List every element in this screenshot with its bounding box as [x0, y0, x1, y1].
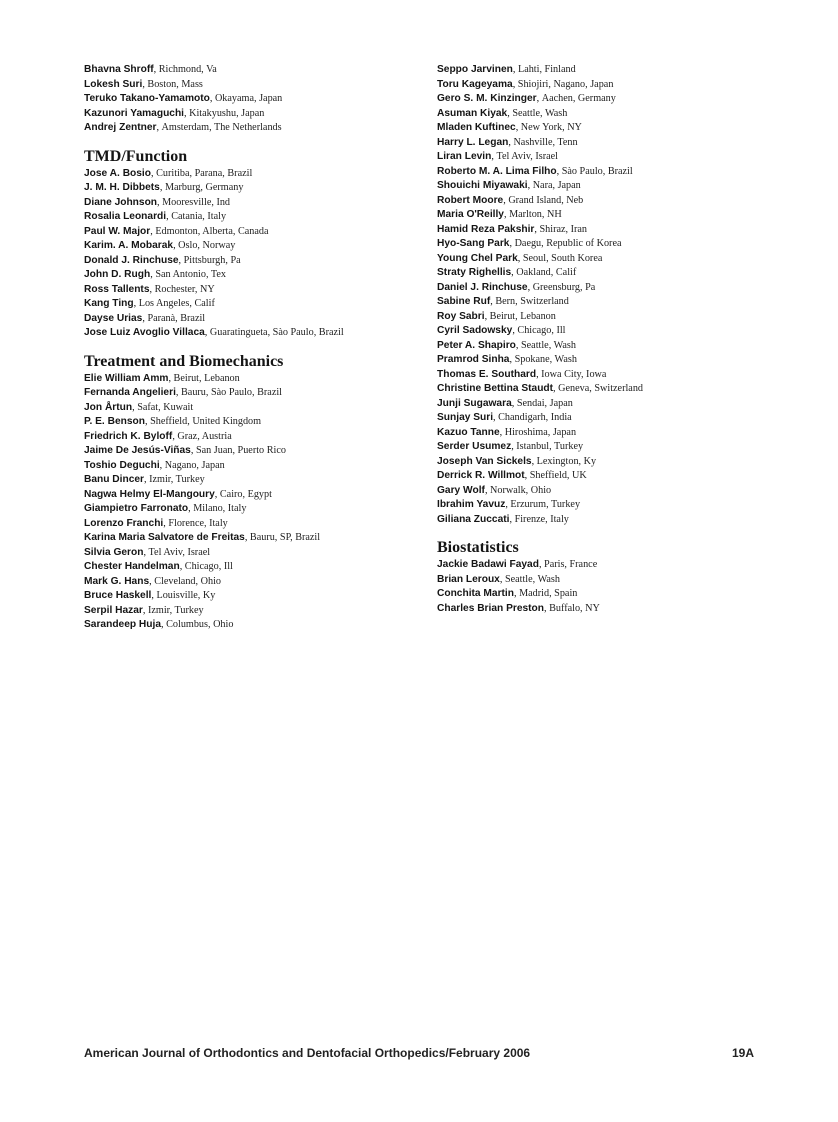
reviewer-location: San Antonio, Tex	[155, 269, 227, 280]
reviewer-name: Giliana Zuccati	[437, 513, 510, 525]
reviewer-name: Joseph Van Sickels	[437, 455, 532, 467]
reviewer-location: Catania, Italy	[171, 211, 227, 222]
reviewer-location: Shiraz, Iran	[539, 223, 588, 235]
reviewer-location: Izmir, Turkey	[147, 604, 204, 616]
reviewer-entry: Mark G. Hans, Cleveland, Ohio	[84, 575, 221, 587]
reviewer-entry: Cyril Sadowsky, Chicago, Ill	[437, 325, 566, 336]
reviewer-entry: Liran Levin, Tel Aviv, Israel	[437, 151, 558, 162]
reviewer-name: Jon Årtun	[84, 401, 133, 413]
reviewer-entry: Diane Johnson, Mooresville, Ind	[84, 196, 231, 208]
reviewer-name: Elie William Amm	[84, 372, 169, 384]
reviewer-entry: Dayse Urias, Paranà, Brazil	[84, 312, 206, 324]
reviewer-name: Harry L. Legan	[437, 136, 509, 148]
reviewer-entry: Bruce Haskell, Louisville, Ky	[84, 590, 216, 601]
reviewer-entry: Jaime De Jesús-Viñas, San Juan, Puerto Rico	[84, 445, 286, 456]
reviewer-name: Brian Leroux	[437, 573, 500, 585]
reviewer-name: Serpil Hazar	[84, 604, 143, 616]
reviewer-name: Sabine Ruf	[437, 296, 491, 307]
reviewer-location: Florence, Italy	[168, 517, 228, 529]
reviewer-name: Daniel J. Rinchuse	[437, 281, 528, 293]
reviewer-name: Shouichi Miyawaki	[437, 180, 528, 191]
reviewer-location: Sendai, Japan	[516, 397, 573, 409]
reviewer-name: Roberto M. A. Lima Filho	[437, 165, 557, 177]
reviewer-location: Bauru, SP, Brazil	[249, 532, 321, 543]
reviewer-name: Gary Wolf	[437, 484, 485, 496]
reviewer-location: Louisville, Ky	[156, 590, 216, 601]
reviewer-name: Jaime De Jesús-Viñas	[84, 445, 191, 456]
reviewer-entry: Andrej Zentner, Amsterdam, The Netherlands	[84, 122, 282, 133]
reviewer-entry: Joseph Van Sickels, Lexington, Ky	[437, 455, 597, 467]
reviewer-entry: Lorenzo Franchi, Florence, Italy	[84, 517, 228, 529]
reviewer-name: Conchita Martin	[437, 588, 514, 599]
reviewer-entry: Seppo Jarvinen, Lahti, Finland	[437, 64, 576, 75]
reviewer-name: Teruko Takano-Yamamoto	[84, 93, 210, 104]
reviewer-location: Sheffield, United Kingdom	[150, 416, 262, 427]
section-heading: Biostatistics	[437, 539, 519, 556]
reviewer-location: Seoul, South Korea	[522, 252, 603, 264]
reviewer-entry: Giliana Zuccati, Firenze, Italy	[437, 513, 569, 525]
reviewer-entry: Jon Årtun, Safat, Kuwait	[84, 401, 194, 413]
reviewer-location: Izmir, Turkey	[149, 474, 205, 485]
reviewer-entry: Young Chel Park, Seoul, South Korea	[437, 252, 603, 264]
reviewer-name: Chester Handelman	[84, 561, 180, 572]
reviewer-name: Serder Usumez	[437, 441, 512, 452]
reviewer-name: J. M. H. Dibbets	[84, 182, 160, 193]
reviewer-entry: Robert Moore, Grand Island, Neb	[437, 194, 584, 206]
reviewer-name: Seppo Jarvinen	[437, 64, 513, 75]
reviewer-name: Ross Tallents	[84, 283, 150, 295]
reviewer-location: Sheffield, UK	[529, 470, 587, 481]
reviewer-name: John D. Rugh	[84, 269, 151, 280]
reviewer-name: Young Chel Park	[437, 252, 518, 264]
reviewer-column-left	[84, 63, 424, 633]
reviewer-entry: Gero S. M. Kinzinger, Aachen, Germany	[437, 93, 616, 104]
reviewer-location: Tel Aviv, Israel	[148, 546, 211, 558]
reviewer-location: Seattle, Wash	[512, 107, 568, 119]
reviewer-location: Paranà, Brazil	[147, 312, 206, 324]
reviewer-entry: Toshio Deguchi, Nagano, Japan	[84, 459, 225, 471]
reviewer-entry: J. M. H. Dibbets, Marburg, Germany	[84, 182, 244, 193]
section-heading: TMD/Function	[84, 147, 188, 165]
reviewer-location: Nagano, Japan	[164, 459, 225, 471]
reviewer-name: Kazunori Yamaguchi	[84, 107, 185, 119]
reviewer-name: Jose A. Bosio	[84, 167, 151, 179]
reviewer-location: Pittsburgh, Pa	[183, 254, 241, 266]
reviewer-entry: Jackie Badawi Fayad, Paris, France	[437, 559, 598, 570]
reviewer-entry: P. E. Benson, Sheffield, United Kingdom	[84, 416, 262, 427]
reviewer-name: Lokesh Suri	[84, 78, 143, 90]
reviewer-location: Firenze, Italy	[514, 513, 569, 525]
reviewer-location: Kitakyushu, Japan	[189, 107, 265, 119]
reviewer-entry: Donald J. Rinchuse, Pittsburgh, Pa	[84, 254, 241, 266]
reviewer-location: Richmond, Va	[158, 64, 217, 75]
reviewer-entry: Jose Luiz Avoglio Villaca, Guaratingueta, Sào Paulo, Brazil	[84, 327, 344, 338]
reviewer-location: Lexington, Ky	[536, 455, 597, 467]
reviewer-location: Milano, Italy	[193, 503, 247, 514]
reviewer-entry: Maria O'Reilly, Marlton, NH	[437, 209, 562, 220]
reviewer-entry: Karina Maria Salvatore de Freitas, Bauru, SP, Brazil	[84, 532, 321, 543]
reviewer-location: Nara, Japan	[532, 180, 581, 191]
reviewer-name: Mark G. Hans	[84, 575, 150, 587]
reviewer-entry: Silvia Geron, Tel Aviv, Israel	[84, 546, 211, 558]
reviewer-location: Geneva, Switzerland	[558, 383, 644, 394]
reviewer-location: Edmonton, Alberta, Canada	[155, 225, 269, 237]
reviewer-entry: Elie William Amm, Beirut, Lebanon	[84, 372, 240, 384]
reviewer-location: Sào Paulo, Brazil	[561, 165, 633, 177]
reviewer-entry: Mladen Kuftinec, New York, NY	[437, 122, 582, 133]
reviewer-location: Seattle, Wash	[520, 339, 576, 351]
reviewer-name: Liran Levin	[437, 151, 492, 162]
reviewer-location: Boston, Mass	[147, 78, 203, 90]
reviewer-entry: Hyo-Sang Park, Daegu, Republic of Korea	[437, 238, 622, 249]
reviewer-entry: Lokesh Suri, Boston, Mass	[84, 78, 203, 90]
reviewer-location: New York, NY	[520, 122, 582, 133]
reviewer-location: Buffalo, NY	[549, 602, 600, 614]
reviewer-location: Chandigarh, India	[498, 412, 572, 423]
reviewer-name: Nagwa Helmy El-Mangoury	[84, 488, 215, 500]
reviewer-entry: Ibrahim Yavuz, Erzurum, Turkey	[437, 499, 581, 510]
reviewer-entry: Charles Brian Preston, Buffalo, NY	[437, 602, 600, 614]
reviewer-name: Mladen Kuftinec	[437, 122, 516, 133]
reviewer-name: Fernanda Angelieri	[84, 387, 176, 398]
reviewer-name: Banu Dincer	[84, 474, 145, 485]
reviewer-location: Marlton, NH	[509, 209, 562, 220]
reviewer-name: Cyril Sadowsky	[437, 325, 513, 336]
reviewer-location: Seattle, Wash	[504, 573, 560, 585]
reviewer-name: Ibrahim Yavuz	[437, 499, 506, 510]
reviewer-location: Paris, France	[544, 559, 598, 570]
reviewer-name: Asuman Kiyak	[437, 107, 508, 119]
reviewer-location: Madrid, Spain	[519, 588, 578, 599]
reviewer-entry: Derrick R. Willmot, Sheffield, UK	[437, 470, 587, 481]
reviewer-location: Hiroshima, Japan	[504, 426, 577, 438]
reviewer-location: Lahti, Finland	[517, 64, 576, 75]
reviewer-name: Junji Sugawara	[437, 397, 512, 409]
reviewer-name: Gero S. M. Kinzinger	[437, 93, 537, 104]
reviewer-entry: Serder Usumez, Istanbul, Turkey	[437, 441, 584, 452]
reviewer-entry: Friedrich K. Byloff, Graz, Austria	[84, 430, 232, 442]
reviewer-entry: Hamid Reza Pakshir, Shiraz, Iran	[437, 223, 588, 235]
reviewer-entry: Kang Ting, Los Angeles, Calif	[84, 298, 215, 309]
reviewer-entry: Kazunori Yamaguchi, Kitakyushu, Japan	[84, 107, 265, 119]
reviewer-entry: Gary Wolf, Norwalk, Ohio	[437, 484, 552, 496]
reviewer-location: Oslo, Norway	[178, 240, 236, 251]
reviewer-name: Silvia Geron	[84, 546, 144, 558]
reviewer-name: Kazuo Tanne	[437, 426, 500, 438]
reviewer-entry: Harry L. Legan, Nashville, Tenn	[437, 136, 578, 148]
reviewer-name: Bruce Haskell	[84, 590, 152, 601]
reviewer-location: Chicago, Ill	[184, 561, 233, 572]
reviewer-entry: Daniel J. Rinchuse, Greensburg, Pa	[437, 281, 596, 293]
reviewer-entry: Serpil Hazar, Izmir, Turkey	[84, 604, 204, 616]
reviewer-location: Erzurum, Turkey	[510, 499, 581, 510]
reviewer-entry: Giampietro Farronato, Milano, Italy	[84, 503, 247, 514]
page-number: 19A	[731, 1046, 754, 1060]
reviewer-location: Spokane, Wash	[514, 354, 577, 365]
reviewer-location: Curitiba, Parana, Brazil	[156, 167, 253, 179]
reviewer-location: Marburg, Germany	[164, 182, 244, 193]
reviewer-column-right	[437, 63, 767, 616]
reviewer-entry: Rosalia Leonardi, Catania, Italy	[84, 211, 227, 222]
reviewer-entry: Roy Sabri, Beirut, Lebanon	[437, 310, 556, 322]
reviewer-entry: Karim. A. Mobarak, Oslo, Norway	[84, 240, 236, 251]
reviewer-entry: Ross Tallents, Rochester, NY	[84, 283, 215, 295]
reviewer-location: Chicago, Ill	[517, 325, 566, 336]
reviewer-location: Aachen, Germany	[541, 93, 616, 104]
reviewer-location: Iowa City, Iowa	[541, 368, 607, 380]
reviewer-location: Bern, Switzerland	[495, 296, 569, 307]
reviewer-name: Friedrich K. Byloff	[84, 430, 173, 442]
reviewer-entry: John D. Rugh, San Antonio, Tex	[84, 269, 227, 280]
reviewer-name: Thomas E. Southard	[437, 368, 537, 380]
reviewer-location: Mooresville, Ind	[162, 196, 231, 208]
reviewer-name: Rosalia Leonardi	[84, 211, 167, 222]
reviewer-location: Graz, Austria	[177, 430, 232, 442]
reviewer-entry: Pramrod Sinha, Spokane, Wash	[437, 354, 577, 365]
reviewer-entry: Christine Bettina Staudt, Geneva, Switzerland	[437, 383, 644, 394]
reviewer-entry: Junji Sugawara, Sendai, Japan	[437, 397, 573, 409]
reviewer-entry: Straty Righellis, Oakland, Calif	[437, 267, 577, 278]
reviewer-entry: Banu Dincer, Izmir, Turkey	[84, 474, 205, 485]
reviewer-entry: Nagwa Helmy El-Mangoury, Cairo, Egypt	[84, 488, 272, 500]
reviewer-location: Nashville, Tenn	[513, 136, 578, 148]
reviewer-location: Bauru, Sào Paulo, Brazil	[181, 387, 283, 398]
reviewer-entry: Shouichi Miyawaki, Nara, Japan	[437, 180, 581, 191]
reviewer-entry: Asuman Kiyak, Seattle, Wash	[437, 107, 568, 119]
reviewer-entry: Roberto M. A. Lima Filho, Sào Paulo, Brazil	[437, 165, 633, 177]
reviewer-location: Guaratingueta, Sào Paulo, Brazil	[209, 327, 344, 338]
reviewer-name: Paul W. Major	[84, 225, 151, 237]
reviewer-name: Jackie Badawi Fayad	[437, 559, 539, 570]
reviewer-name: Toru Kageyama	[437, 78, 513, 90]
reviewer-name: Maria O'Reilly	[437, 209, 504, 220]
reviewer-location: Norwalk, Ohio	[490, 484, 552, 496]
reviewer-location: Cairo, Egypt	[219, 488, 272, 500]
reviewer-name: Hyo-Sang Park	[437, 238, 510, 249]
reviewer-entry: Fernanda Angelieri, Bauru, Sào Paulo, Brazil	[84, 387, 283, 398]
reviewer-name: Karim. A. Mobarak	[84, 240, 174, 251]
reviewer-entry: Sunjay Suri, Chandigarh, India	[437, 412, 572, 423]
reviewer-name: Straty Righellis	[437, 267, 512, 278]
reviewer-location: Safat, Kuwait	[137, 401, 194, 413]
reviewer-location: Beirut, Lebanon	[489, 310, 556, 322]
reviewer-name: Donald J. Rinchuse	[84, 254, 179, 266]
reviewer-name: Roy Sabri	[437, 310, 485, 322]
reviewer-name: Charles Brian Preston	[437, 602, 545, 614]
reviewer-entry: Jose A. Bosio, Curitiba, Parana, Brazil	[84, 167, 253, 179]
reviewer-location: Tel Aviv, Israel	[496, 151, 558, 162]
reviewer-entry: Kazuo Tanne, Hiroshima, Japan	[437, 426, 577, 438]
reviewer-name: Diane Johnson	[84, 196, 158, 208]
reviewer-name: Jose Luiz Avoglio Villaca	[84, 327, 205, 338]
reviewer-location: Shiojiri, Nagano, Japan	[517, 78, 614, 90]
reviewer-name: Giampietro Farronato	[84, 503, 189, 514]
reviewer-entry: Paul W. Major, Edmonton, Alberta, Canada	[84, 225, 269, 237]
reviewer-name: Robert Moore	[437, 194, 504, 206]
reviewer-location: San Juan, Puerto Rico	[195, 445, 286, 456]
reviewer-name: Karina Maria Salvatore de Freitas	[84, 532, 245, 543]
reviewer-entry: Brian Leroux, Seattle, Wash	[437, 573, 560, 585]
reviewer-location: Los Angeles, Calif	[138, 298, 215, 309]
reviewer-name: Kang Ting	[84, 298, 134, 309]
reviewer-entry: Thomas E. Southard, Iowa City, Iowa	[437, 368, 607, 380]
reviewer-location: Istanbul, Turkey	[516, 441, 584, 452]
reviewer-entry: Chester Handelman, Chicago, Ill	[84, 561, 233, 572]
reviewer-name: Christine Bettina Staudt	[437, 383, 554, 394]
reviewer-location: Greensburg, Pa	[532, 281, 596, 293]
reviewer-name: Toshio Deguchi	[84, 459, 160, 471]
reviewer-entry: Conchita Martin, Madrid, Spain	[437, 588, 578, 599]
reviewer-entry: Bhavna Shroff, Richmond, Va	[84, 64, 217, 75]
reviewer-entry: Teruko Takano-Yamamoto, Okayama, Japan	[84, 93, 283, 104]
reviewer-entry: Sarandeep Huja, Columbus, Ohio	[84, 619, 234, 630]
reviewer-location: Daegu, Republic of Korea	[514, 238, 622, 249]
reviewer-location: Cleveland, Ohio	[154, 575, 221, 587]
reviewer-name: Bhavna Shroff	[84, 64, 154, 75]
reviewer-location: Columbus, Ohio	[166, 619, 234, 630]
reviewer-entry: Sabine Ruf, Bern, Switzerland	[437, 296, 569, 307]
reviewer-name: Peter A. Shapiro	[437, 339, 516, 351]
reviewer-location: Amsterdam, The Netherlands	[161, 122, 282, 133]
reviewer-location: Grand Island, Neb	[508, 194, 584, 206]
reviewer-name: Hamid Reza Pakshir	[437, 223, 535, 235]
reviewer-name: Pramrod Sinha	[437, 354, 510, 365]
reviewer-name: Sarandeep Huja	[84, 619, 161, 630]
reviewer-entry: Toru Kageyama, Shiojiri, Nagano, Japan	[437, 78, 614, 90]
reviewer-name: Dayse Urias	[84, 312, 143, 324]
reviewer-location: Okayama, Japan	[214, 93, 283, 104]
reviewer-name: Lorenzo Franchi	[84, 517, 164, 529]
reviewer-name: Derrick R. Willmot	[437, 470, 525, 481]
reviewer-name: Andrej Zentner	[84, 122, 157, 133]
section-heading: Treatment and Biomechanics	[84, 352, 284, 370]
reviewer-location: Beirut, Lebanon	[173, 372, 240, 384]
reviewer-entry: Peter A. Shapiro, Seattle, Wash	[437, 339, 576, 351]
reviewer-location: Rochester, NY	[154, 283, 215, 295]
reviewer-location: Oakland, Calif	[516, 267, 577, 278]
reviewer-name: Sunjay Suri	[437, 412, 494, 423]
journal-title: American Journal of Orthodontics and Dentofacial Orthopedics/February 2006	[84, 1046, 531, 1060]
reviewer-name: P. E. Benson	[84, 416, 145, 427]
